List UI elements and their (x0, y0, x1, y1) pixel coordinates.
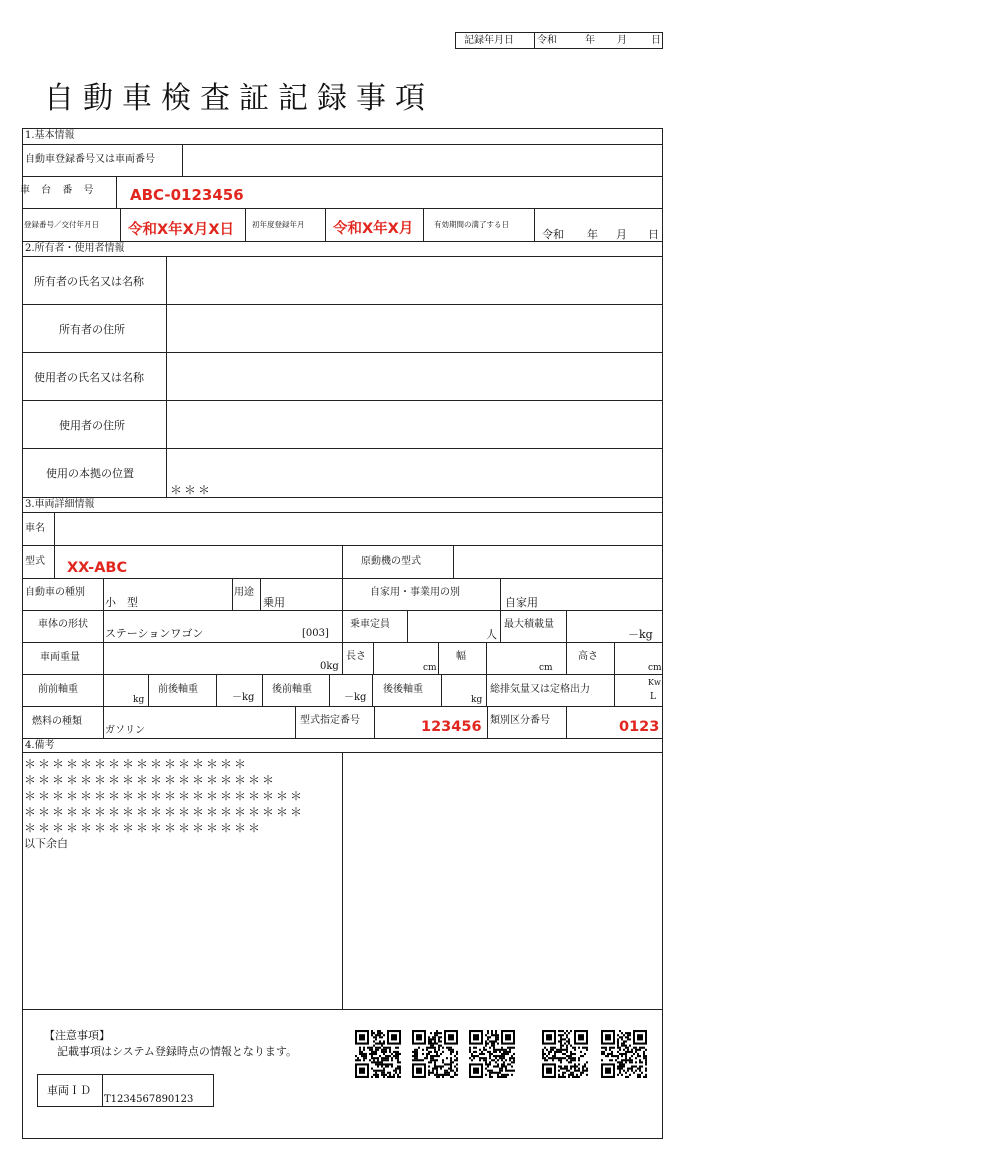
qr-code-4-icon (542, 1030, 588, 1078)
max-load-value: －kg (628, 628, 653, 641)
model-value: XX-ABC (67, 560, 128, 576)
qr-code-3-icon (469, 1030, 515, 1078)
engine-model-label: 原動機の型式 (361, 556, 421, 567)
owner-address-label: 所有者の住所 (59, 323, 125, 336)
section3-heading: 3.車両詳細情報 (25, 499, 95, 510)
car-name-label: 車名 (25, 523, 45, 534)
type-designation-label: 型式指定番号 (300, 715, 360, 726)
length-label: 長さ (346, 651, 366, 662)
weight-label: 車両重量 (40, 652, 80, 663)
body-shape-code: [003] (302, 628, 329, 639)
capacity-label: 乗車定員 (350, 619, 390, 630)
fr-axle-label: 前後軸重 (158, 684, 198, 695)
height-unit: cm (648, 663, 662, 673)
rr-axle-unit: kg (471, 695, 483, 705)
reg-date-label: 登録番号／交付年月日 (24, 220, 99, 229)
qr-code-1-icon (355, 1030, 401, 1078)
notice-heading: 【注意事項】 (44, 1029, 110, 1042)
length-unit: cm (423, 663, 437, 673)
base-location-label: 使用の本拠の位置 (46, 467, 134, 480)
displacement-unit-l: L (650, 692, 656, 702)
user-name-label: 使用者の氏名又は名称 (34, 371, 144, 384)
category-label: 類別区分番号 (490, 715, 550, 726)
first-reg-value: 令和X年X月 (333, 221, 414, 237)
body-shape-value: ステーションワゴン (105, 627, 204, 640)
remarks-line: ＊＊＊＊＊＊＊＊＊＊＊＊＊＊＊＊＊ (24, 821, 263, 835)
remarks-line: ＊＊＊＊＊＊＊＊＊＊＊＊＊＊＊＊ (24, 757, 249, 771)
type-designation-value: 123456 (421, 719, 482, 735)
fr-axle-value: －kg (232, 692, 255, 703)
vehicle-type-value: 小 型 (105, 596, 138, 609)
remarks-end-text: 以下余白 (24, 837, 68, 850)
capacity-unit: 人 (486, 628, 497, 641)
fuel-label: 燃料の種類 (32, 716, 82, 727)
rf-axle-value: －kg (344, 692, 367, 703)
section2-heading: 2.所有者・使用者情報 (25, 243, 125, 254)
rr-axle-label: 後後軸重 (383, 684, 423, 695)
vehicle-id-value: T1234567890123 (104, 1094, 194, 1105)
purpose-label: 用途 (234, 587, 254, 598)
ff-axle-unit: kg (133, 695, 145, 705)
document-title: 自動車検査証記録事項 (44, 81, 434, 116)
vehicle-type-label: 自動車の種別 (25, 587, 85, 598)
private-business-label: 自家用・事業用の別 (370, 587, 460, 598)
height-label: 高さ (578, 651, 598, 662)
qr-code-5-icon (601, 1030, 647, 1078)
owner-name-label: 所有者の氏名又は名称 (34, 275, 144, 288)
weight-value: 0kg (320, 661, 339, 672)
purpose-value: 乗用 (263, 596, 285, 609)
displacement-label: 総排気量又は定格出力 (490, 684, 590, 695)
remarks-line: ＊＊＊＊＊＊＊＊＊＊＊＊＊＊＊＊＊＊＊＊ (24, 789, 305, 803)
vehicle-id-label: 車両ＩＤ (47, 1084, 91, 1097)
chassis-label: 車 台 番 号 (20, 185, 98, 196)
rf-axle-label: 後前軸重 (272, 684, 312, 695)
body-shape-label: 車体の形状 (38, 619, 88, 630)
first-reg-label: 初年度登録年月 (252, 220, 305, 229)
qr-code-2-icon (412, 1030, 458, 1078)
section1-heading: 1.基本情報 (25, 130, 75, 141)
record-date-label: 記録年月日 (464, 35, 514, 46)
remarks-block (24, 756, 304, 852)
expiry-year: 年 (587, 228, 598, 241)
record-date-era: 令和 (537, 35, 557, 46)
reg-number-label: 自動車登録番号又は車両番号 (25, 154, 155, 165)
remarks-line: ＊＊＊＊＊＊＊＊＊＊＊＊＊＊＊＊＊＊＊＊ (24, 805, 305, 819)
expiry-era: 令和 (542, 228, 564, 241)
section4-heading: 4.備考 (25, 740, 55, 751)
private-business-value: 自家用 (505, 596, 538, 609)
fuel-value: ガソリン (105, 725, 145, 736)
record-date-day: 日 (651, 35, 661, 46)
base-location-value: ＊＊＊ (170, 483, 213, 497)
expiry-month: 月 (616, 228, 627, 241)
width-unit: cm (539, 663, 553, 673)
width-label: 幅 (456, 651, 466, 662)
max-load-label: 最大積載量 (504, 619, 554, 630)
ff-axle-label: 前前軸重 (38, 684, 78, 695)
user-address-label: 使用者の住所 (59, 419, 125, 432)
category-value: 0123 (619, 719, 660, 735)
model-label: 型式 (25, 556, 45, 567)
notice-text: 記載事項はシステム登録時点の情報となります。 (57, 1045, 298, 1058)
remarks-line: ＊＊＊＊＊＊＊＊＊＊＊＊＊＊＊＊＊＊ (24, 773, 277, 787)
reg-date-value: 令和X年X月X日 (128, 222, 235, 238)
record-date-month: 月 (617, 35, 627, 46)
expiry-day: 日 (648, 228, 659, 241)
chassis-value: ABC-0123456 (130, 186, 244, 204)
displacement-unit-kw: Kw (648, 678, 661, 687)
expiry-label: 有効期間の満了する日 (434, 220, 509, 229)
record-date-year: 年 (585, 35, 595, 46)
